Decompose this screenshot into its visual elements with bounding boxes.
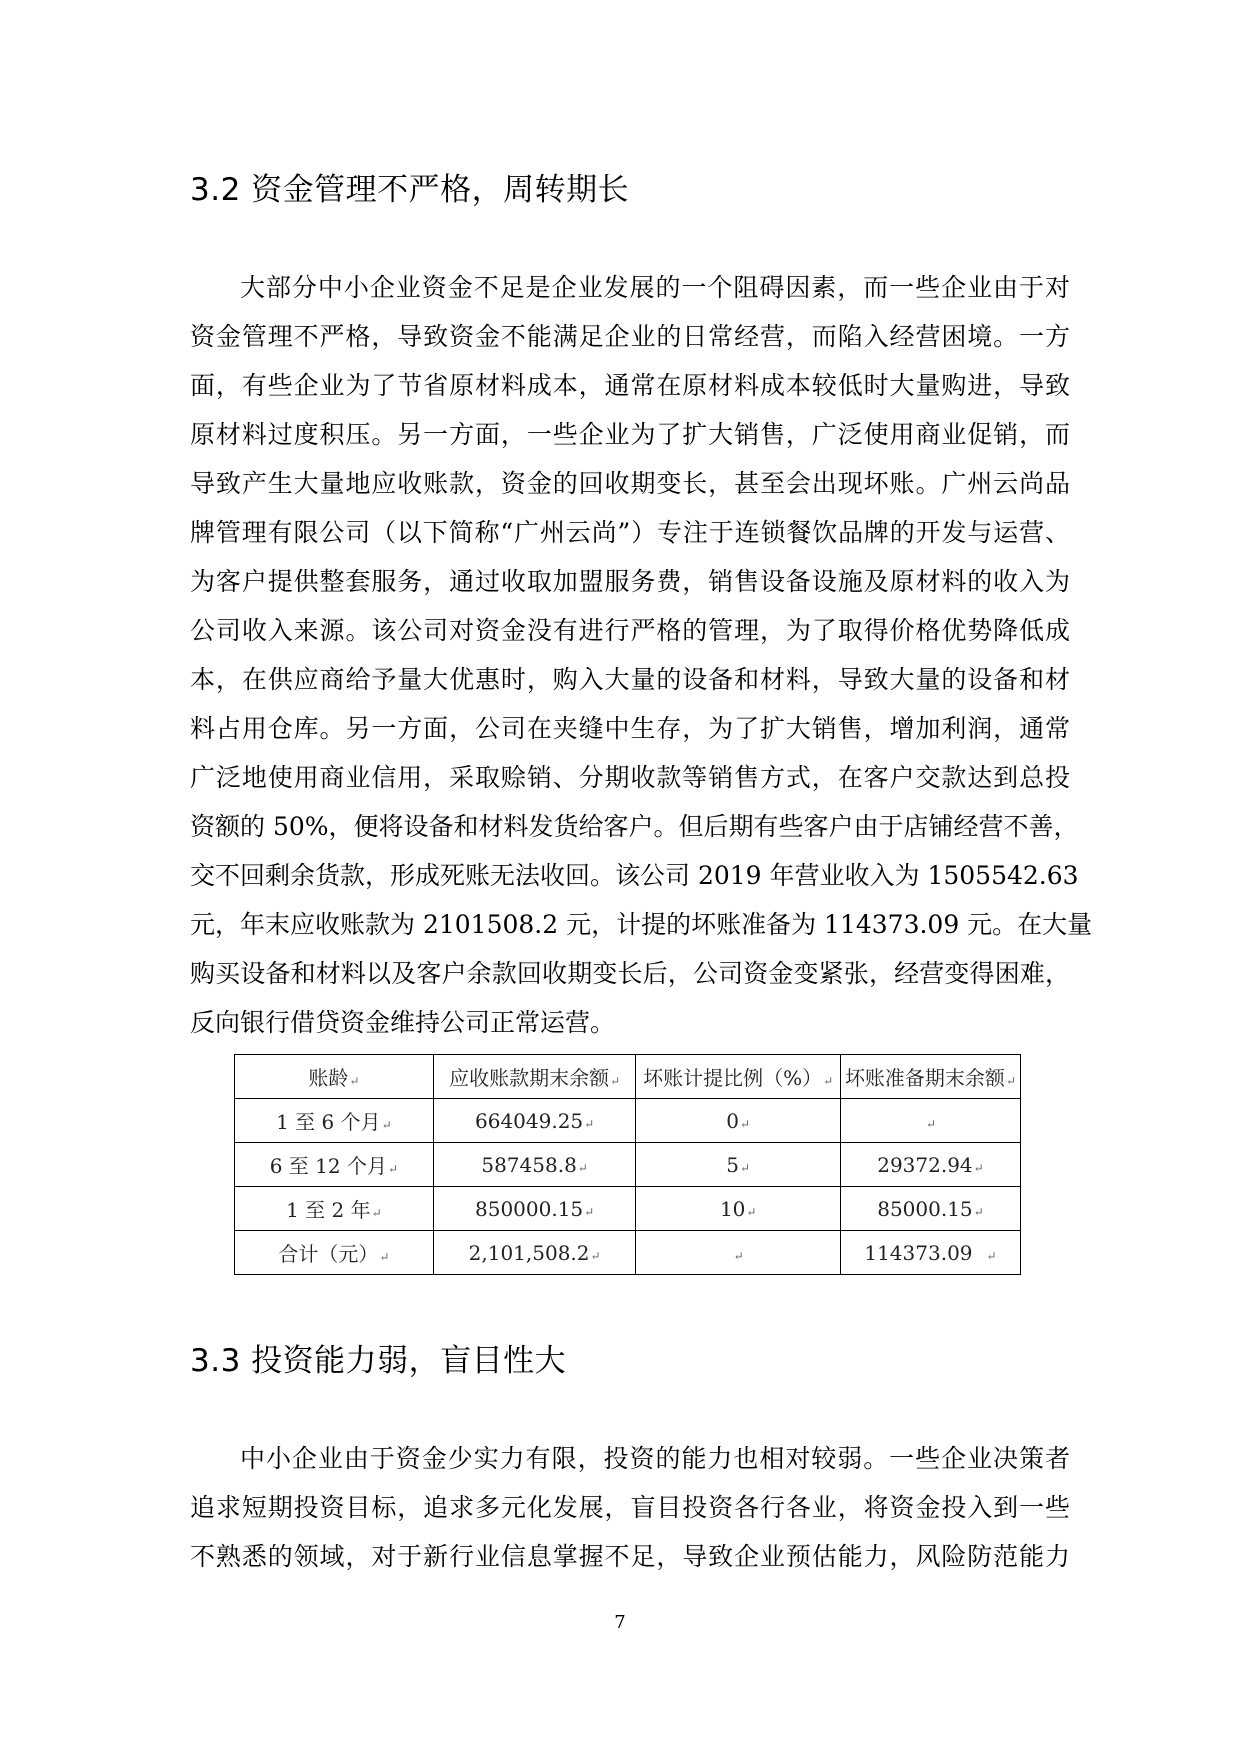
section-heading-3-3: 3.3 投资能力弱，盲目性大 [190,1343,567,1379]
paragraph-line: 元，年末应收账款为 2101508.2 元，计提的坏账准备为 114373.09 元。在大量 [190,910,1093,939]
table-cell: 1 至 6 个月↵ [235,1099,434,1143]
paragraph-line: 中小企业由于资金少实力有限，投资的能力也相对较弱。一些企业决策者 [240,1444,1070,1473]
table-cell: 29372.94↵ [840,1143,1020,1187]
table-cell: 114373.09 ↵ [840,1231,1020,1275]
paragraph-3-2 [190,263,1093,1047]
table-cell: 合计（元）↵ [235,1231,434,1275]
table-header-row [235,1055,1021,1099]
table-row [235,1099,1021,1143]
table-cell: 0↵ [636,1099,840,1143]
paragraph-line: 导致产生大量地应收账款，资金的回收期变长，甚至会出现坏账。广州云尚品 [190,469,1070,498]
table-row [235,1187,1021,1231]
table-header-cell: 坏账计提比例（%）↵ [636,1055,840,1099]
table-cell: 85000.15↵ [840,1187,1020,1231]
table-header-cell: 坏账准备期末余额↵ [840,1055,1020,1099]
page-number: 7 [614,1612,626,1633]
table-cell: 1 至 2 年↵ [235,1187,434,1231]
table-cell: 850000.15↵ [433,1187,636,1231]
paragraph-line: 资额的 50%，便将设备和材料发货给客户。但后期有些客户由于店铺经营不善， [190,812,1079,841]
table-cell: 5↵ [636,1143,840,1187]
paragraph-line: 交不回剩余货款，形成死账无法收回。该公司 2019 年营业收入为 1505542.63 [190,861,1079,890]
paragraph-line: 本，在供应商给予量大优惠时，购入大量的设备和材料，导致大量的设备和材 [190,665,1070,694]
table-total-row [235,1231,1021,1275]
paragraph-line: 大部分中小企业资金不足是企业发展的一个阻碍因素，而一些企业由于对 [240,273,1070,302]
paragraph-line: 反向银行借贷资金维持公司正常运营。 [190,1008,616,1037]
table-cell: 6 至 12 个月↵ [235,1143,434,1187]
section-heading-3-2: 3.2 资金管理不严格，周转期长 [190,172,630,208]
paragraph-line: 料占用仓库。另一方面，公司在夹缝中生存，为了扩大销售，增加利润，通常 [190,714,1070,743]
table-cell: ↵ [840,1099,1020,1143]
table-header-cell: 应收账款期末余额↵ [433,1055,636,1099]
table-cell: 664049.25↵ [433,1099,636,1143]
paragraph-line: 牌管理有限公司（以下简称“广州云尚”）专注于连锁餐饮品牌的开发与运营、 [190,518,1070,547]
paragraph-line: 面，有些企业为了节省原材料成本，通常在原材料成本较低时大量购进，导致 [190,371,1070,400]
paragraph-line: 为客户提供整套服务，通过收取加盟服务费，销售设备设施及原材料的收入为 [190,567,1070,596]
aging-receivables-table [234,1054,1021,1275]
paragraph-line: 原材料过度积压。另一方面，一些企业为了扩大销售，广泛使用商业促销，而 [190,420,1070,449]
table-cell: 2,101,508.2↵ [433,1231,636,1275]
table-cell: 10↵ [636,1187,840,1231]
paragraph-line: 购买设备和材料以及客户余款回收期变长后，公司资金变紧张，经营变得困难， [190,959,1070,988]
paragraph-line: 广泛地使用商业信用，采取赊销、分期收款等销售方式，在客户交款达到总投 [190,763,1070,792]
paragraph-line: 公司收入来源。该公司对资金没有进行严格的管理，为了取得价格优势降低成 [190,616,1070,645]
paragraph-3-3 [190,1434,1070,1581]
paragraph-line: 不熟悉的领域，对于新行业信息掌握不足，导致企业预估能力，风险防范能力 [190,1542,1070,1571]
table-row [235,1143,1021,1187]
paragraph-line: 追求短期投资目标，追求多元化发展，盲目投资各行各业，将资金投入到一些 [190,1493,1070,1522]
paragraph-line: 资金管理不严格，导致资金不能满足企业的日常经营，而陷入经营困境。一方 [190,322,1070,351]
table-cell: ↵ [636,1231,840,1275]
table-cell: 587458.8↵ [433,1143,636,1187]
table-header-cell: 账龄↵ [235,1055,434,1099]
